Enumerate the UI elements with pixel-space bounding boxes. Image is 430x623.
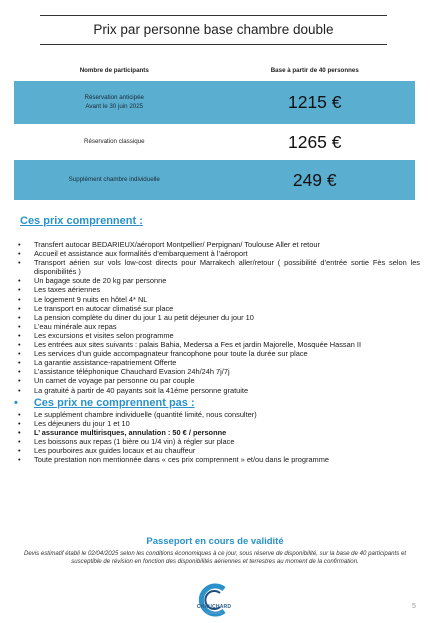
list-item: • Un carnet de voyage par personne ou par couple [14, 376, 420, 385]
page-number: 5 [412, 603, 416, 610]
includes-list [14, 240, 420, 395]
list-item: • Transfert autocar BEDARIEUX/aéroport Montpellier/ Perpignan/ Toulouse Aller et retour [14, 240, 420, 249]
list-item: • Les taxes aériennes [14, 285, 420, 294]
list-item: • Le logement 9 nuits en hôtel 4* NL [14, 295, 420, 304]
col-header-participants: Nombre de participants [79, 66, 149, 74]
title-top-rule [40, 15, 387, 16]
list-item: • Les boissons aux repas (1 bière ou 1/4 vin) à régler sur place [14, 437, 420, 446]
table-row [14, 81, 415, 124]
list-item: • Accueil et assistance aux formalités d’embarquement à l’aéroport [14, 249, 420, 258]
list-item: • Les services d’un guide accompagnateur francophone pour toute la durée sur place [14, 349, 420, 358]
row-label-line: Avant le 30 juin 2025 [85, 102, 144, 110]
price-table [14, 59, 415, 200]
list-item: • L’eau minérale aux repas [14, 322, 420, 331]
list-item: • Le supplément chambre individuelle (quantité limité, nous consulter) [14, 410, 420, 419]
list-item: • La gratuité à partir de 40 payants soit la 41éme personne gratuite [14, 386, 420, 395]
passport-note: Passeport en cours de validité [146, 536, 284, 547]
price-table-header [14, 59, 415, 81]
row-label-line: Réservation anticipée [84, 94, 144, 101]
list-item: • L’assistance téléphonique Chauchard Evasion 24h/24h 7j/7j [14, 367, 420, 376]
table-row [14, 160, 415, 200]
col-header-base: Base à partir de 40 personnes [270, 66, 359, 74]
list-item: • La garantie assistance-rapatriement Offerte [14, 358, 420, 367]
price-classique: 1265 € [287, 131, 342, 152]
logo-sub: EVASION [206, 611, 222, 615]
table-row [14, 124, 415, 160]
excludes-title [14, 397, 195, 409]
footnote: Devis estimatif établi le 02/04/2025 selon les conditions économiques à ce jour, sous réserve de disponibilité, sur la base de 40 participants et susceptible de révision en fonction des disponibilités aériennes et terrestres au moment de la confirmation. [23, 550, 407, 566]
list-item: • Les entrées aux sites suivants : palais Bahia, Medersa a Fes et jardin Majorelle, Mosquée Hassan II [14, 340, 420, 349]
page-title: Prix par personne base chambre double [93, 22, 334, 37]
excludes-bullet: • [14, 397, 18, 409]
list-item: • Les pourboires aux guides locaux et au chauffeur [14, 446, 420, 455]
list-item: • Les déjeuners du jour 1 et 10 [14, 419, 420, 428]
list-item: • La pension complète du diner du jour 1 au petit déjeuner du jour 10 [14, 313, 420, 322]
row-label-classique: Réservation classique [83, 137, 145, 145]
logo-name: CHAUCHARD [196, 604, 232, 610]
list-item: • Le transport en autocar climatisé sur place [14, 304, 420, 313]
list-item: • Toute prestation non mentionnée dans « ces prix comprennent » et/ou dans le programme [14, 455, 420, 464]
includes-title: Ces prix comprennent : [20, 215, 143, 227]
price-anticipee: 1215 € [215, 81, 416, 124]
list-item: • Les excursions et visites selon programme [14, 331, 420, 340]
price-supplement: 249 € [215, 160, 416, 200]
excludes-list [14, 410, 420, 465]
row-label-anticipee [14, 81, 215, 124]
list-item: • Transport aérien sur vols low-cost directs pour Marrakech aller/retour ( possibilité d’entrée sortie Fès selon les disponibilités ) [14, 258, 420, 276]
list-item: • L’ assurance multirisques, annulation : 50 € / personne [14, 428, 420, 437]
row-label-supplement: Supplément chambre individuelle [14, 160, 215, 200]
excludes-title-text: Ces prix ne comprennent pas : [33, 397, 195, 409]
title-bottom-rule [40, 44, 387, 45]
list-item: • Un bagage soute de 20 kg par personne [14, 276, 420, 285]
